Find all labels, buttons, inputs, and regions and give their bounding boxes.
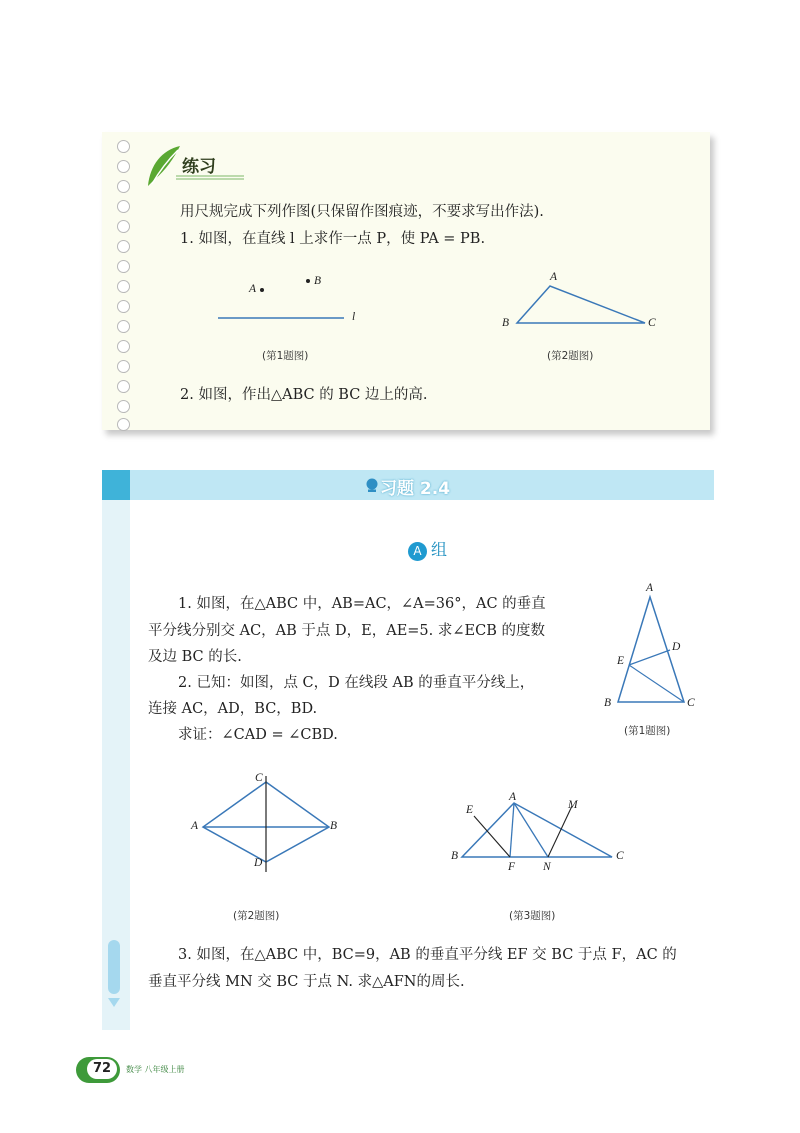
point-label-C: C [687, 697, 695, 709]
point-label-A: A [550, 271, 558, 283]
binder-ring [117, 220, 130, 233]
point-label-A: A [249, 283, 257, 295]
practice-figure-2 [505, 280, 655, 330]
globe-icon [365, 477, 379, 493]
banner-accent-block [102, 470, 130, 500]
exercise-figure-2 [195, 770, 345, 880]
binder-ring [117, 380, 130, 393]
point-label-B: B [502, 317, 510, 329]
exercise-figure-2-caption: (第2题图) [233, 910, 280, 922]
binder-ring [117, 300, 130, 313]
binder-ring [117, 160, 130, 173]
point-label-A: A [646, 582, 654, 594]
practice-figure-2-caption: (第2题图) [547, 350, 594, 362]
exercise-q2-line-3: 求证：∠CAD = ∠CBD. [178, 727, 338, 743]
exercise-q2-line-1: 2. 已知：如图，点 C，D 在线段 AB 的垂直平分线上， [178, 675, 535, 691]
practice-title: 练习 [182, 157, 216, 177]
triangle-down-icon [108, 998, 120, 1008]
exercise-q1-line-3: 及边 BC 的长. [148, 649, 242, 665]
binder-ring [117, 360, 130, 373]
exercise-figure-1-caption: (第1题图) [624, 725, 671, 737]
point-label-B: B [451, 850, 459, 862]
point-label-E: E [466, 804, 474, 816]
point-label-N: N [543, 861, 551, 873]
practice-figure-1 [210, 272, 370, 332]
group-badge: A [408, 542, 427, 561]
point-label-M: M [568, 799, 578, 811]
exercise-q3-line-2: 垂直平分线 MN 交 BC 于点 N. 求△AFN的周长. [148, 974, 465, 990]
point-label-B: B [330, 820, 338, 832]
binder-ring [117, 180, 130, 193]
exercise-figure-3 [450, 790, 630, 870]
point-label-E: E [617, 655, 625, 667]
exercise-q2-line-2: 连接 AC，AD，BC，BD. [148, 701, 318, 717]
binder-ring [117, 340, 130, 353]
exercise-q1-line-1: 1. 如图，在△ABC 中，AB=AC，∠A=36°，AC 的垂直 [178, 596, 546, 612]
point-label-C: C [616, 850, 624, 862]
practice-question-1: 1. 如图，在直线 l 上求作一点 P，使 PA = PB. [180, 231, 486, 247]
scroll-indicator [108, 940, 120, 994]
binder-ring [117, 418, 130, 431]
point-label-D: D [672, 641, 681, 653]
group-label: 组 [431, 540, 448, 559]
exercise-figure-1 [600, 585, 710, 715]
point-label-D: D [254, 857, 263, 869]
point-label-C: C [648, 317, 656, 329]
exercise-title: 习题 2.4 [380, 479, 451, 499]
point-label-C: C [255, 772, 263, 784]
exercise-q3-line-1: 3. 如图，在△ABC 中，BC=9，AB 的垂直平分线 EF 交 BC 于点 F，AC 的 [178, 947, 677, 963]
group-heading [408, 537, 447, 561]
line-label-l: l [352, 311, 356, 323]
exercise-q1-line-2: 平分线分别交 AC，AB 于点 D，E，AE=5. 求∠ECB 的度数 [148, 623, 545, 639]
binder-ring [117, 200, 130, 213]
binder-ring [117, 140, 130, 153]
binder-ring [117, 240, 130, 253]
practice-figure-1-caption: (第1题图) [262, 350, 309, 362]
footer-book-title: 数学 八年级上册 [126, 1065, 185, 1074]
point-label-B: B [314, 275, 322, 287]
practice-question-2: 2. 如图，作出△ABC 的 BC 边上的高. [180, 387, 428, 403]
binder-ring [117, 320, 130, 333]
page-number: 72 [87, 1059, 117, 1079]
practice-instruction: 用尺规完成下列作图(只保留作图痕迹，不要求写出作法). [180, 204, 544, 220]
point-label-A: A [191, 820, 199, 832]
binder-ring [117, 280, 130, 293]
binder-ring [117, 400, 130, 413]
point-label-F: F [508, 861, 516, 873]
point-label-A: A [509, 791, 517, 803]
point-label-B: B [604, 697, 612, 709]
binder-ring [117, 260, 130, 273]
exercise-figure-3-caption: (第3题图) [509, 910, 556, 922]
